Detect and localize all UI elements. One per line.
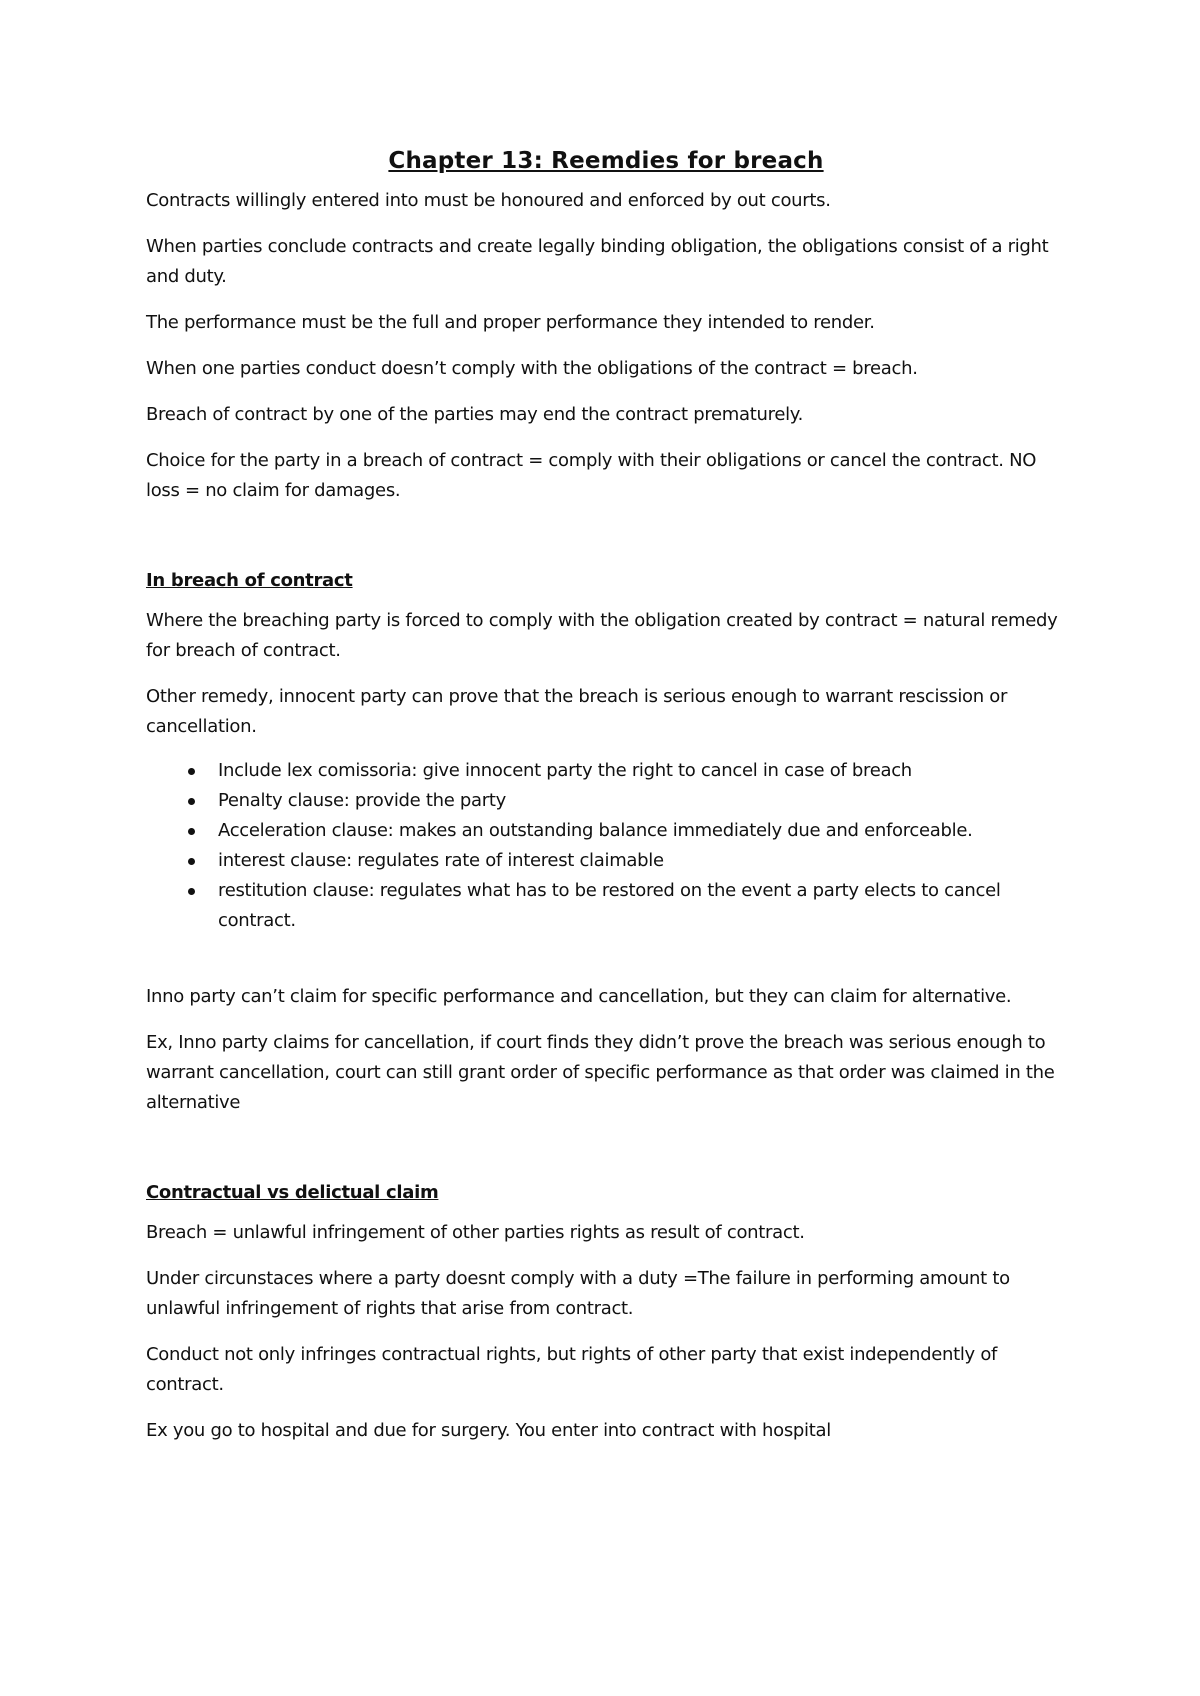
clause-list [146,756,1066,936]
list-item [146,816,1066,846]
paragraph: Conduct not only infringes contractual rights, but rights of other party that exist independently of contract. [146,1344,998,1395]
paragraph: Breach = unlawful infringement of other parties rights as result of contract. [146,1222,805,1243]
spacer [146,522,1066,566]
list-item [146,876,1066,936]
list-item [146,846,1066,876]
paragraph: Other remedy, innocent party can prove that the breach is serious enough to warrant rescission or cancellation. [146,686,1008,737]
page-title: Chapter 13: Reemdies for breach [388,148,824,174]
paragraph: When parties conclude contracts and create legally binding obligation, the obligations consist of a right and duty. [146,236,1049,287]
paragraph: Choice for the party in a breach of contract = comply with their obligations or cancel the contract. NO loss = no claim for damages. [146,450,1037,501]
bullet-icon [188,798,195,805]
paragraph: When one parties conduct doesn’t comply with the obligations of the contract = breach. [146,358,918,379]
bullet-icon [188,828,195,835]
section-heading-breach: In breach of contract [146,570,353,591]
paragraph: Ex, Inno party claims for cancellation, if court finds they didn’t prove the breach was serious enough to warrant cancellation, court can still grant order of specific performance as that order was claimed in the alternative [146,1032,1055,1113]
document-body [146,146,1066,1462]
list-item-text: Include lex comissoria: give innocent party the right to cancel in case of breach [218,760,912,781]
list-item [146,786,1066,816]
list-item-text: restitution clause: regulates what has to be restored on the event a party elects to cancel contract. [218,880,1001,931]
paragraph: Breach of contract by one of the parties may end the contract prematurely. [146,404,804,425]
paragraph: Ex you go to hospital and due for surgery. You enter into contract with hospital [146,1420,831,1441]
list-item [146,756,1066,786]
bullet-icon [188,768,195,775]
section-heading-delict: Contractual vs delictual claim [146,1182,439,1203]
list-item-text: Penalty clause: provide the party [218,790,506,811]
paragraph: The performance must be the full and proper performance they intended to render. [146,312,875,333]
spacer [146,1134,1066,1178]
list-item-text: Acceleration clause: makes an outstanding balance immediately due and enforceable. [218,820,973,841]
list-item-text: interest clause: regulates rate of interest claimable [218,850,664,871]
bullet-icon [188,888,195,895]
paragraph: Contracts willingly entered into must be honoured and enforced by out courts. [146,190,831,211]
paragraph: Where the breaching party is forced to comply with the obligation created by contract = natural remedy for breach of contract. [146,610,1058,661]
paragraph: Under circunstaces where a party doesnt comply with a duty =The failure in performing amount to unlawful infringement of rights that arise from contract. [146,1268,1010,1319]
spacer [146,936,1066,982]
paragraph: Inno party can’t claim for specific performance and cancellation, but they can claim for alternative. [146,986,1012,1007]
bullet-icon [188,858,195,865]
